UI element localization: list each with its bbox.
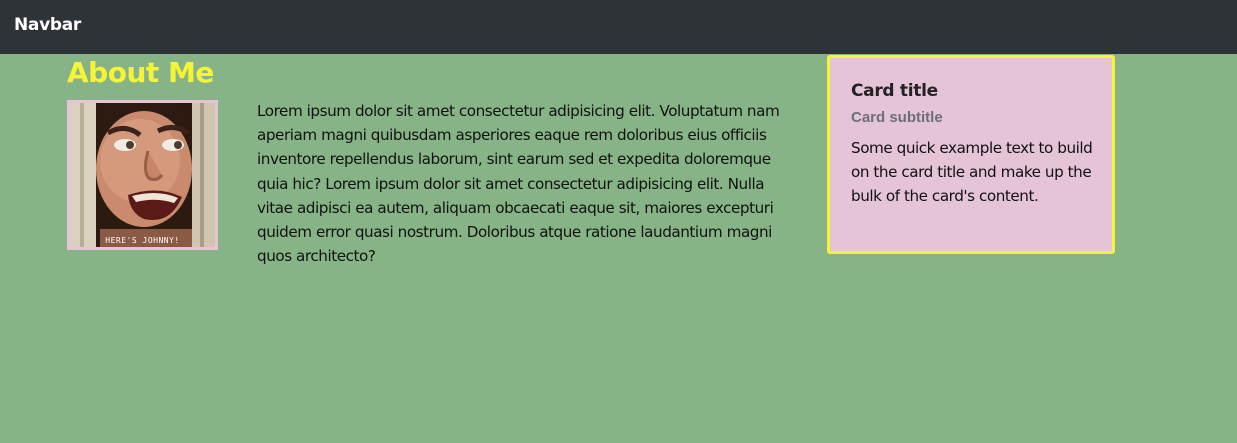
navbar-brand[interactable]: Navbar [14, 15, 82, 35]
profile-photo [67, 100, 218, 250]
navbar [0, 0, 1237, 54]
face-illustration [70, 103, 215, 247]
about-bio-text: Lorem ipsum dolor sit amet consectetur adipisicing elit. Voluptatum nam aperiam magni quibusdam asperiores eaque rem doloribus eius officiis inventore repellendus laborum, sint earum sed et expedita doloremque quia hic? Lorem ipsum dolor sit amet consectetur adipisicing elit. Nulla vitae adipisci ea autem, aliquam obcaecati eaque sit, maiores excepturi quidem error quasi nostrum. Doloribus atque ratione laudantium magni quos architecto? [257, 102, 780, 266]
card-subtitle: Card subtitle [851, 109, 943, 126]
card-text: Some quick example text to build on the card title and make up the bulk of the card's content. [851, 139, 1093, 206]
card-title: Card title [851, 81, 938, 101]
photo-caption: HERE'S JOHNNY! [105, 236, 180, 245]
profile-photo-image [70, 103, 215, 247]
info-card [827, 55, 1115, 254]
about-title: About Me [67, 56, 214, 89]
